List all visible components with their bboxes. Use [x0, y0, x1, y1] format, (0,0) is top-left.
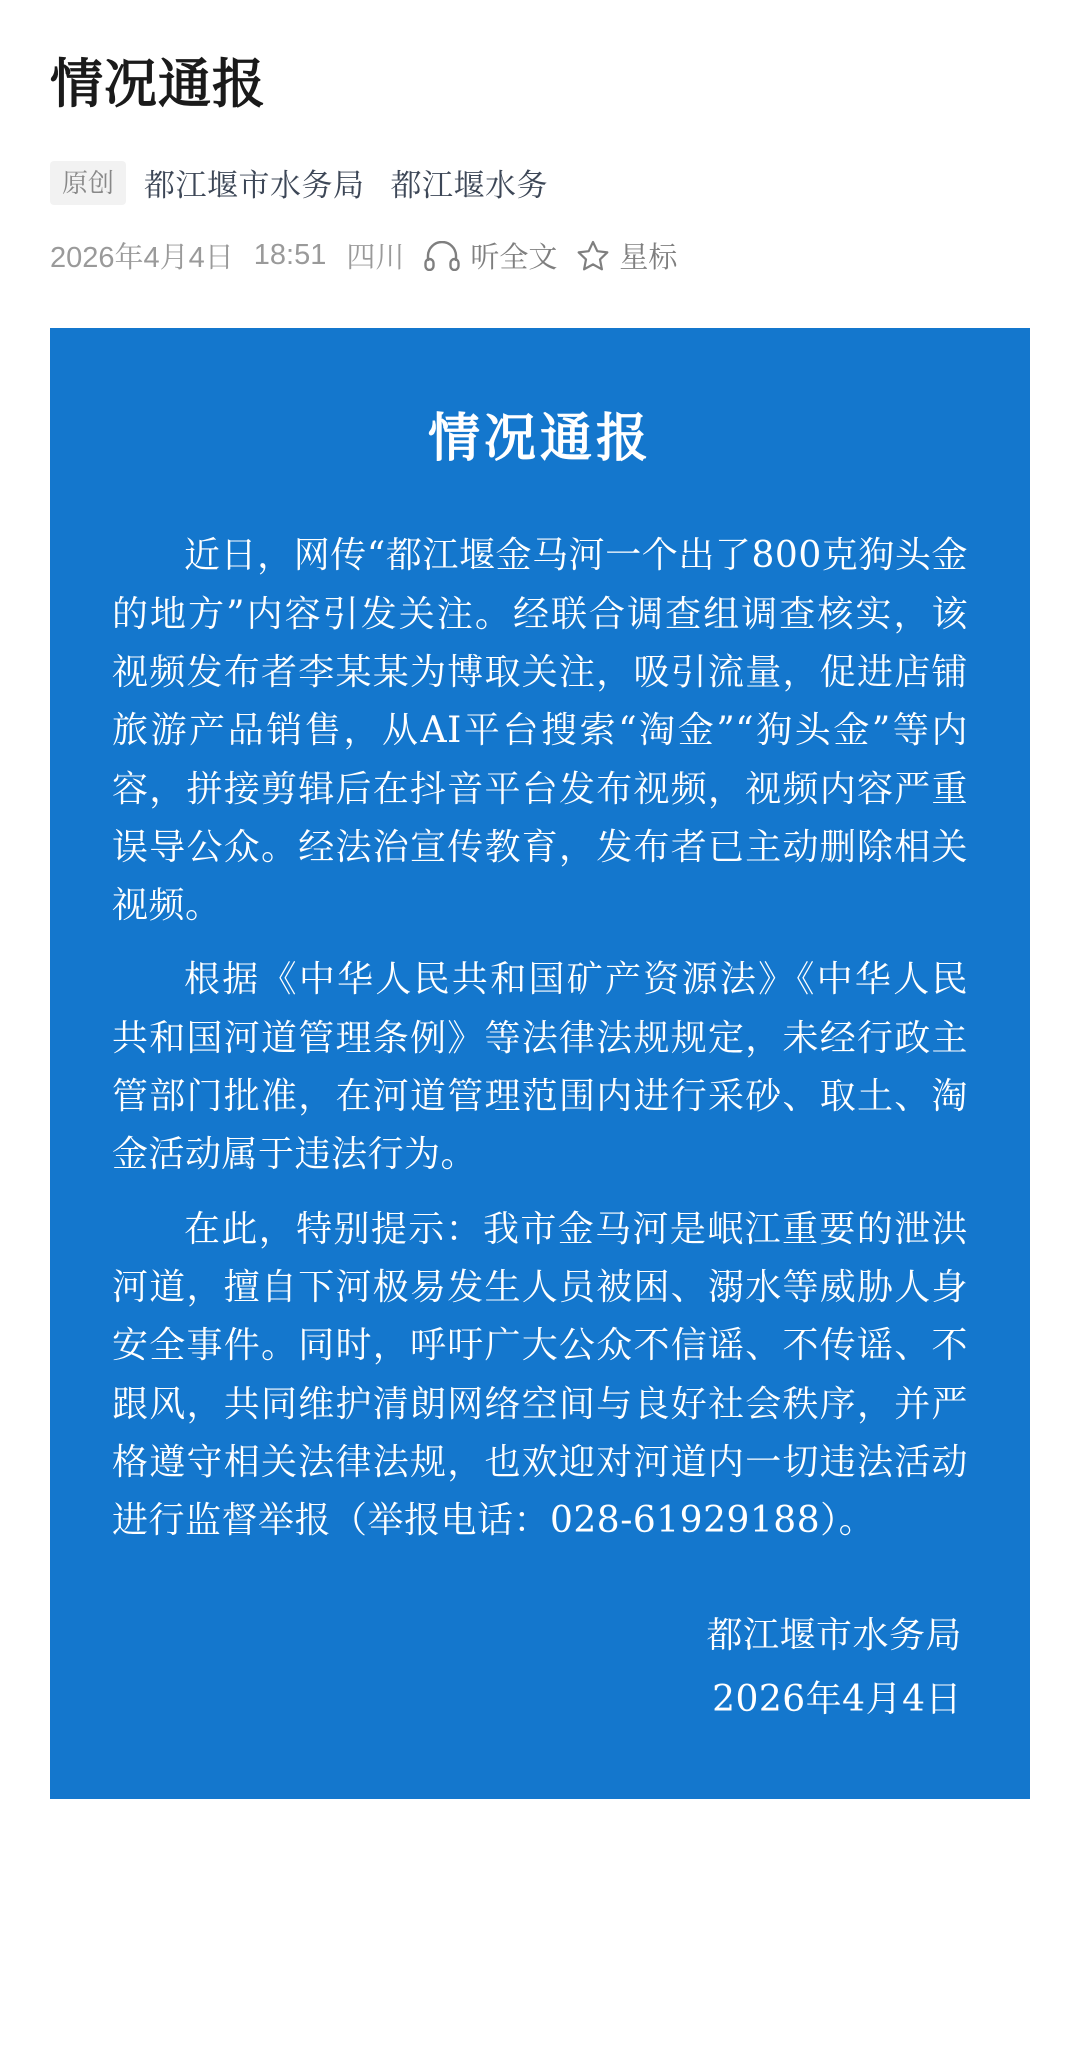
signature-org: 都江堰市水务局: [706, 1614, 962, 1656]
original-badge: 原创: [50, 161, 126, 205]
listen-label: 听全文: [470, 242, 558, 275]
notice-title: 情况通报: [427, 408, 652, 470]
byline: [50, 160, 1030, 205]
bottom-spacer: [50, 1799, 1030, 1859]
signature-date: 2026年4月4日: [712, 1678, 962, 1720]
publish-time: 18:51: [253, 239, 327, 272]
author-name[interactable]: 都江堰市水务局: [144, 168, 365, 204]
notice-paragraph: 根据《中华人民共和国矿产资源法》《中华人民共和国河道管理条例》等法律法规规定，未经行政主管部门批准，在河道管理范围内进行采砂、取土、淘金活动属于违法行为。: [112, 959, 968, 1176]
headphone-icon: [424, 241, 460, 271]
notice-paragraph: 在此，特别提示：我市金马河是岷江重要的泄洪河道，擅自下河极易发生人员被困、溺水等威胁人身安全事件。同时，呼吁广大公众不信谣、不传谣、不跟风，共同维护清朗网络空间与良好社会秩序，并严格遵守相关法律法规，也欢迎对河道内一切违法活动进行监督举报（举报电话：028-61929188）。: [112, 1208, 968, 1542]
listen-button[interactable]: [424, 235, 557, 276]
meta-row: [50, 235, 1030, 276]
page-title: 情况通报: [50, 55, 266, 114]
publish-date: 2026年4月4日: [50, 242, 234, 275]
notice-body: [112, 527, 968, 1550]
account-name[interactable]: 都江堰水务: [390, 168, 549, 204]
star-label: 星标: [619, 242, 678, 275]
notice-card: [50, 328, 1030, 1799]
star-button[interactable]: [577, 235, 677, 276]
publish-location: 四川: [346, 242, 405, 275]
notice-paragraph: 近日，网传“都江堰金马河一个出了800克狗头金的地方”内容引发关注。经联合调查组调查核实，该视频发布者李某某为博取关注，吸引流量，促进店铺旅游产品销售，从AI平台搜索“淘金”“狗头金”等内容，拼接剪辑后在抖音平台发布视频，视频内容严重误导公众。经法治宣传教育，发布者已主动删除相关视频。: [112, 535, 968, 927]
signature-block: [112, 1607, 968, 1730]
star-icon: [577, 240, 609, 271]
